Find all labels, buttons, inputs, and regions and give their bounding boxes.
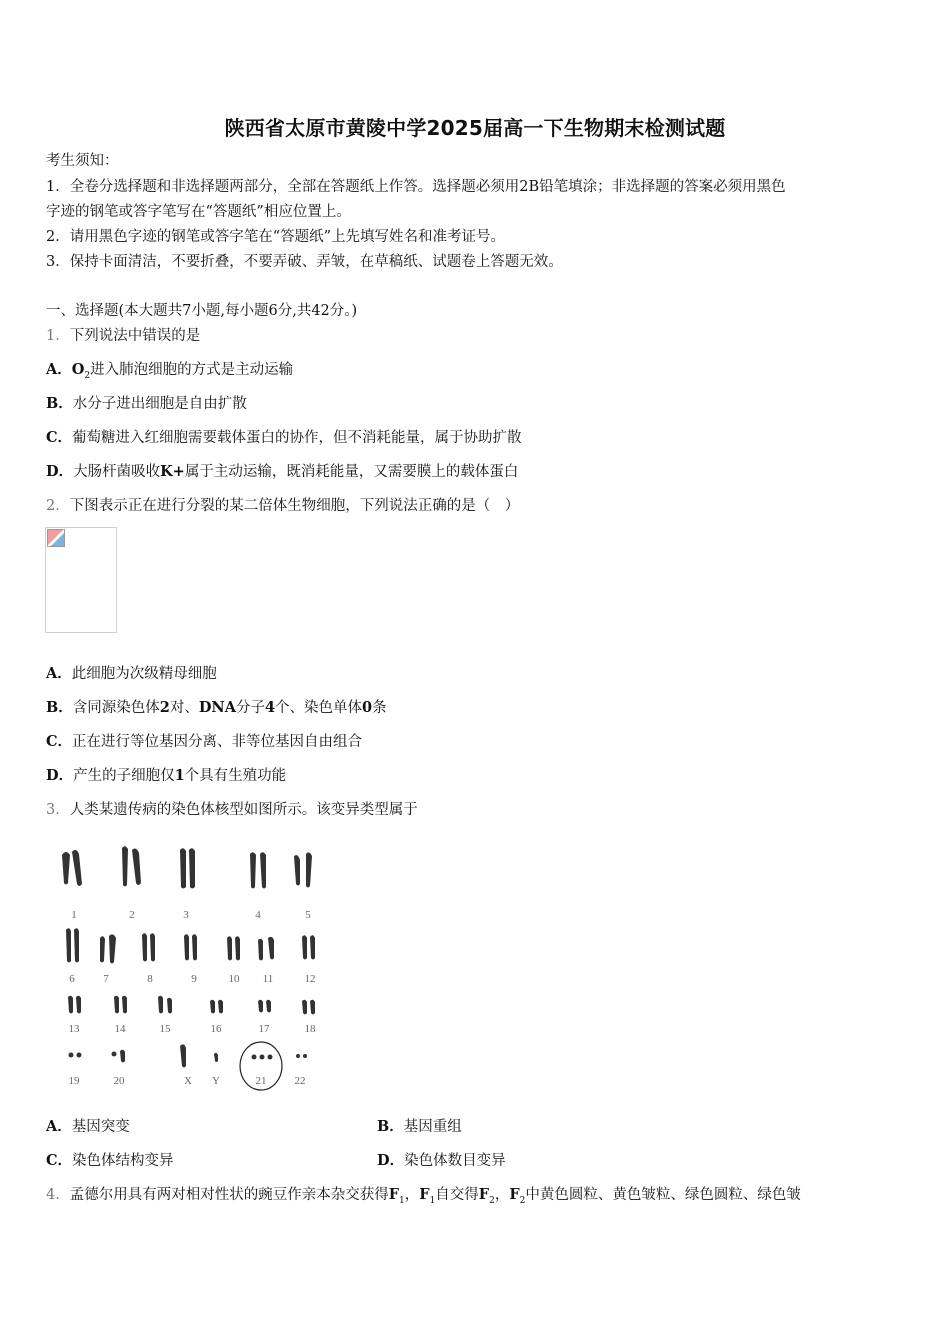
question-1-option-c: C．葡萄糖进入红细胞需要载体蛋白的协作，但不消耗能量，属于协助扩散	[46, 429, 522, 446]
question-2-stem: 2．下图表示正在进行分裂的某二倍体生物细胞，下列说法正确的是（ ）	[46, 498, 520, 514]
karyotype-label-12: 12	[304, 973, 316, 985]
section-heading: 一、选择题(本大题共7小题,每小题6分,共42分。)	[46, 303, 358, 319]
karyotype-label-18: 18	[304, 1023, 316, 1035]
question-1-stem: 1．下列说法中错误的是	[46, 328, 201, 344]
question-2-option-d: D．产生的子细胞仅1个具有生殖功能	[46, 767, 287, 784]
question-3-option-d: D．染色体数目变异	[377, 1152, 506, 1169]
notice-line-2: 字迹的钢笔或答字笔写在“答题纸”相应位置上。	[46, 204, 351, 220]
karyotype-label-13: 13	[68, 1023, 80, 1035]
karyotype-label-22: 22	[294, 1075, 306, 1087]
notice-line-1: 1．全卷分选择题和非选择题两部分，全部在答题纸上作答。选择题必须用2B铅笔填涂；非选择题的答案必须用黑色	[46, 179, 786, 195]
karyotype-label-9: 9	[191, 973, 197, 985]
question-3-option-a: A．基因突变	[46, 1118, 130, 1135]
karyotype-label-6: 6	[69, 973, 75, 985]
karyotype-label-17: 17	[258, 1023, 270, 1035]
karyotype-figure	[52, 840, 332, 1095]
question-number: 2．	[46, 498, 70, 514]
karyotype-label-Y: Y	[212, 1075, 220, 1087]
karyotype-label-19: 19	[68, 1075, 80, 1087]
cell-division-image-placeholder	[45, 527, 117, 633]
question-2-option-a: A．此细胞为次级精母细胞	[46, 665, 217, 682]
karyotype-label-2: 2	[129, 909, 135, 921]
question-4-stem: 4．孟德尔用具有两对相对性状的豌豆作亲本杂交获得$F_1$，$F_1$自交得$F_2$，$F_2$中黄色圆粒、黄色皱粒、绿色圆粒、绿色皱	[46, 1186, 801, 1206]
karyotype-label-15: 15	[159, 1023, 171, 1035]
question-1-option-d: D．大肠杆菌吸收K+属于主动运输，既消耗能量，又需要膜上的载体蛋白	[46, 463, 519, 480]
karyotype-label-14: 14	[114, 1023, 126, 1035]
question-number: 4．	[46, 1187, 70, 1203]
karyotype-label-10: 10	[228, 973, 240, 985]
question-1-option-a: A．$O_2$进入肺泡细胞的方式是主动运输	[46, 361, 294, 381]
karyotype-label-8: 8	[147, 973, 153, 985]
karyotype-label-X: X	[184, 1075, 192, 1087]
notice-line-3: 2．请用黑色字迹的钢笔或答字笔在“答题纸”上先填写姓名和准考证号。	[46, 229, 506, 245]
karyotype-label-7: 7	[103, 973, 109, 985]
question-3-option-b: B．基因重组	[377, 1118, 462, 1135]
karyotype-label-21: 21	[255, 1075, 267, 1087]
page-title: 陕西省太原市黄陵中学2025届高一下生物期末检测试题	[224, 116, 726, 140]
karyotype-label-20: 20	[113, 1075, 125, 1087]
question-3-stem: 3．人类某遗传病的染色体核型如图所示。该变异类型属于	[46, 802, 418, 818]
broken-image-icon	[47, 529, 65, 547]
question-2-option-c: C．正在进行等位基因分离、非等位基因自由组合	[46, 733, 363, 750]
question-2-option-b: B．含同源染色体2对、DNA分子4个、染色单体0条	[46, 699, 387, 716]
notice-heading: 考生须知：	[46, 153, 119, 169]
question-number: 3．	[46, 802, 70, 818]
karyotype-label-5: 5	[305, 909, 311, 921]
chromosome-drawings	[62, 846, 315, 1067]
notice-line-4: 3．保持卡面清洁，不要折叠，不要弄破、弄皱，在草稿纸、试题卷上答题无效。	[46, 254, 563, 270]
karyotype-label-4: 4	[255, 909, 261, 921]
karyotype-label-16: 16	[210, 1023, 222, 1035]
question-1-option-b: B．水分子进出细胞是自由扩散	[46, 395, 247, 412]
question-number: 1．	[46, 328, 70, 344]
karyotype-label-1: 1	[71, 909, 77, 921]
karyotype-label-11: 11	[262, 973, 274, 985]
question-3-option-c: C．染色体结构变异	[46, 1152, 174, 1169]
karyotype-label-3: 3	[183, 909, 189, 921]
